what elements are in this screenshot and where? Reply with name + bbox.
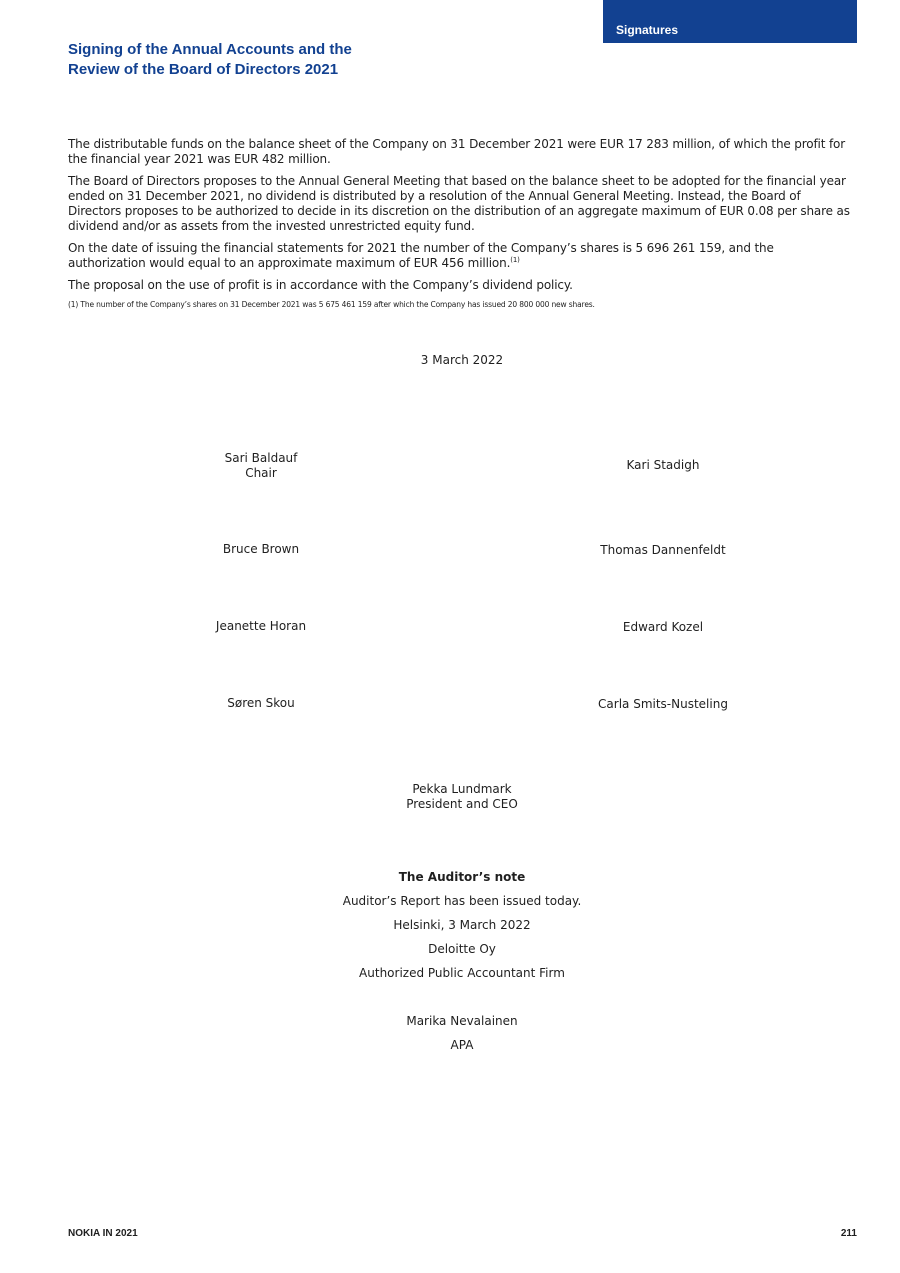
signatory-role: President and CEO [406, 797, 518, 811]
body-text [68, 137, 853, 317]
signature-smits-nusteling: Carla Smits-Nusteling [598, 697, 728, 711]
section-tab-label: Signatures [616, 23, 679, 37]
paragraph-distributable-funds: The distributable funds on the balance sheet of the Company on 31 December 2021 were EUR 17 283 million, of which the profit for the financial year 2021 was EUR 482 million. [68, 137, 846, 166]
auditor-note [312, 869, 612, 1061]
auditor-note-line: Auditor’s Report has been issued today. [342, 894, 582, 908]
signature-stadigh: Kari Stadigh [626, 458, 700, 472]
paragraph-dividend-proposal: The Board of Directors proposes to the Annual General Meeting that based on the balance sheet to be adopted for the financial year ended on 31 December 2021, no dividend is distributed by a resolution of the Annual General Meeting. Instead, the Board of Directors proposes to be authorized to decide in its discretion on the distribution of an aggregate maximum of EUR 0.08 per share as dividend and/or as assets from the invested unrestricted equity fund. [68, 174, 850, 233]
paragraph-dividend-policy: The proposal on the use of profit is in accordance with the Company’s dividend policy. [68, 278, 573, 292]
auditor-note-heading: The Auditor’s note [398, 870, 526, 884]
signature-kozel: Edward Kozel [622, 620, 704, 634]
footnote: (1) The number of the Company’s shares on 31 December 2021 was 5 675 461 159 after which the Company has issued 20 800 000 new shares. [68, 300, 595, 309]
signatory-name: Sari Baldauf [224, 451, 298, 465]
page-title-line-1: Signing of the Annual Accounts and the [68, 41, 352, 58]
page-number: 211 [840, 1228, 857, 1239]
signature-skou: Søren Skou [227, 696, 295, 710]
signature-lundmark [312, 782, 612, 812]
signature-dannenfeldt: Thomas Dannenfeldt [600, 543, 726, 557]
signature-brown: Bruce Brown [222, 542, 300, 556]
signatory-role: Chair [245, 466, 277, 480]
section-tab [603, 0, 857, 43]
footer-publication: NOKIA IN 2021 [68, 1228, 138, 1239]
auditor-note-line: Helsinki, 3 March 2022 [393, 918, 531, 932]
paragraph-share-count [68, 241, 853, 271]
footnote-ref: (1) [510, 256, 520, 264]
signature-horan: Jeanette Horan [215, 619, 307, 633]
auditor-note-line: Authorized Public Accountant Firm [359, 966, 565, 980]
auditor-note-line: Deloitte Oy [428, 942, 496, 956]
auditor-signer-title: APA [450, 1038, 474, 1052]
signatory-name: Pekka Lundmark [412, 782, 512, 796]
signing-date: 3 March 2022 [420, 353, 504, 367]
spacer [312, 989, 612, 1013]
page-title-line-2: Review of the Board of Directors 2021 [68, 61, 339, 78]
paragraph-share-count-text: On the date of issuing the financial statements for 2021 the number of the Company’s shares is 5 696 261 159, and the authorization would equal to an approximate maximum of EUR 456 million. [68, 241, 774, 270]
auditor-signer: Marika Nevalainen [406, 1014, 518, 1028]
signature-baldauf [131, 451, 391, 481]
page-title [68, 40, 468, 80]
